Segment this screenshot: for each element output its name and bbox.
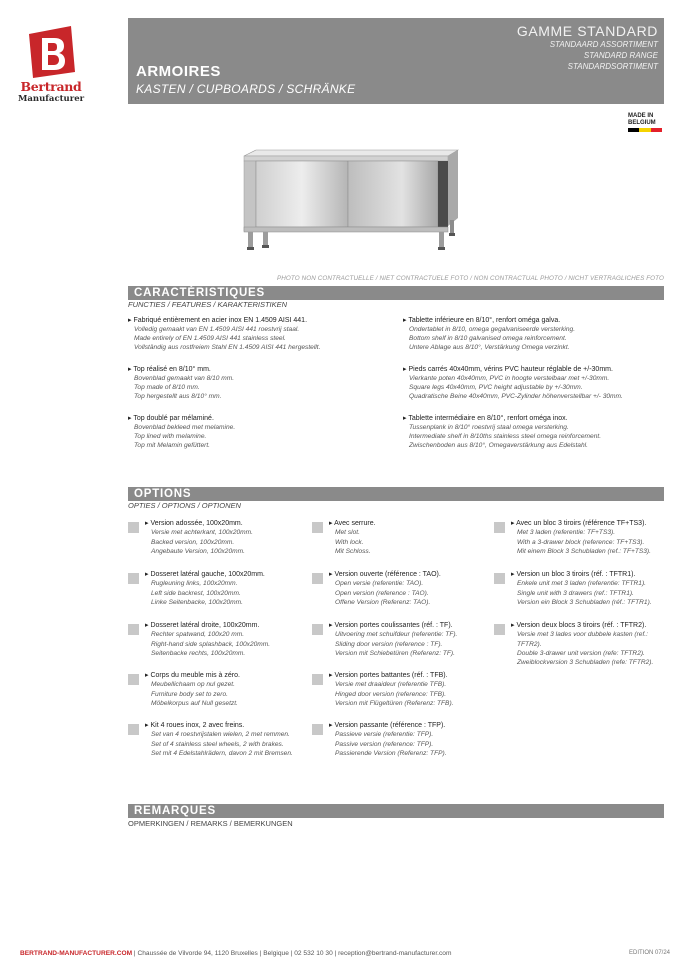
option-tr-nl: Set van 4 roestvrijstalen wielen, 2 met remmen. bbox=[151, 731, 290, 739]
feature-item: ▸ Fabriqué entièrement en acier inox EN 1.4509 AISI 441. Volledig gemaakt van EN 1.4509 AISI 441 roestvrij staal. Made entirely of EN 1.4509 AISI 441 stainless steel. Vollständig aus rostfreiem Stahl EN 1.4509 AISI 441 hergestellt. bbox=[128, 316, 398, 352]
feature-item: ▸ Top réalisé en 8/10° mm. Bovenblad gemaakt van 8/10 mm. Top made of 8/10 mm. Top hergestellt aus 8/10° mm. bbox=[128, 365, 398, 401]
option-tr-en: Single unit with 3 drawers (ref.: TFTR1). bbox=[517, 589, 634, 597]
feature-tr-de: Top mit Melamin gefüttert. bbox=[134, 442, 210, 449]
option-tr-de: Passierende Version (Referenz: TFP). bbox=[335, 749, 447, 757]
option-tr-de: Version mit Flügeltüren (Referenz: TFB). bbox=[335, 699, 454, 707]
feature-main: Tablette intermédiaire en 8/10°, renfort oméga inox. bbox=[408, 415, 568, 422]
feature-tr-nl: Volledig gemaakt van EN 1.4509 AISI 441 roestvrij staal. bbox=[134, 326, 300, 333]
option-tr-de: Zweiblockversion 3 Schubladen (refe: TFTR2). bbox=[517, 659, 654, 667]
option-tr-de: Seitenbacke rechts, 100x20mm. bbox=[151, 649, 246, 657]
photo-disclaimer: PHOTO NON CONTRACTUELLE / NIET CONTRACTUELE FOTO / NON CONTRACTUAL PHOTO / NICHT VERTRAGLICHES FOTO bbox=[276, 275, 664, 282]
option-tr-en: With a 3-drawer block (reference: TF+TS3). bbox=[517, 538, 645, 546]
option-tr-nl: Passieve versie (referentie: TFP). bbox=[335, 731, 434, 739]
feature-tr-de: Vollständig aus rostfreiem Stahl EN 1.4509 AISI 441 hergestellt. bbox=[134, 344, 321, 351]
option-tr-en: Set of 4 stainless steel wheels, 2 with brakes. bbox=[151, 740, 284, 748]
footer-contact: | Chaussée de Vilvorde 94, 1120 Bruxelles | Belgique | 02 532 10 30 | reception@bertrand-manufacturer.com bbox=[132, 950, 452, 957]
feature-tr-en: Top lined with melamine. bbox=[134, 433, 207, 440]
features-section-bar bbox=[128, 286, 664, 300]
feature-tr-de: Untere Ablage aus 8/10°, Verstärkung Omega verzinkt. bbox=[409, 344, 570, 351]
feature-main: Top doublé par mélaminé. bbox=[133, 415, 214, 422]
feature-item: ▸ Top doublé par mélaminé. Bovenblad bekleed met melamine. Top lined with melamine. Top mit Melamin gefüttert. bbox=[128, 414, 398, 450]
remarks-title: REMARQUES bbox=[134, 805, 216, 817]
brand-name: Bertrand bbox=[20, 79, 82, 94]
feature-tr-en: Intermediate shelf in 8/10ths stainless steel omega reinforcement. bbox=[409, 433, 602, 440]
brand-subtitle: Manufacturer bbox=[18, 94, 85, 104]
feature-tr-de: Zwischenboden aus 8/10°, Omegaverstärkung aus Edelstahl. bbox=[409, 442, 588, 449]
belgium-label: BELGIUM bbox=[628, 120, 656, 126]
option-tr-de: Offene Version (Referenz: TAO). bbox=[335, 598, 431, 606]
feature-tr-nl: Bovenblad bekleed met melamine. bbox=[134, 424, 236, 431]
options-title: OPTIONS bbox=[134, 488, 192, 500]
option-tr-nl: Versie met achterkant, 100x20mm. bbox=[151, 529, 254, 537]
option-checkbox[interactable] bbox=[494, 624, 505, 635]
option-tr-nl: Met slot. bbox=[335, 529, 360, 537]
option-main: Version ouverte (référence : TAO). bbox=[334, 571, 441, 578]
option-tr-de: Set mit 4 Edelstahlrädern, davon 2 mit Bremsen. bbox=[151, 749, 293, 757]
option-main: Avec un bloc 3 tiroirs (référence TF+TS3). bbox=[516, 520, 647, 527]
option-tr-en: Right-hand side splashback, 100x20mm. bbox=[151, 640, 271, 648]
range-title: GAMME STANDARD bbox=[516, 23, 658, 39]
option-tr-nl: Versie met draaideur (referentie TFB). bbox=[335, 681, 447, 689]
range-translation-nl: STANDAARD ASSORTIMENT bbox=[549, 40, 658, 49]
options-subtitle: OPTIES / OPTIONS / OPTIONEN bbox=[128, 501, 241, 510]
website-link[interactable]: BERTRAND-MANUFACTURER.COM bbox=[20, 950, 133, 957]
remarks-section-bar bbox=[128, 804, 664, 818]
features-subtitle: FUNCTIES / FEATURES / KARAKTERISTIKEN bbox=[128, 300, 288, 309]
feature-tr-en: Top made of 8/10 mm. bbox=[134, 384, 200, 391]
option-tr-en: Double 3-drawer unit version (refe: TFTR2). bbox=[517, 649, 645, 657]
option-checkbox[interactable] bbox=[312, 674, 323, 685]
option-checkbox[interactable] bbox=[312, 724, 323, 735]
range-translation-de: STANDARDSORTIMENT bbox=[567, 62, 658, 71]
feature-tr-en: Square legs 40x40mm, PVC height adjustable by +/-30mm. bbox=[409, 384, 583, 391]
option-checkbox[interactable] bbox=[128, 724, 139, 735]
feature-item: ▸ Pieds carrés 40x40mm, vérins PVC hauteur réglable de +/-30mm. Vierkante poten 40x40mm, PVC in hoogte verstelbaar met +/-30mm. Square legs 40x40mm, PVC height adjustable by +/-30mm. Quadratische Beine 40x40mm, PVC-Zylinder höhenverstellbar +/- 30mm. bbox=[403, 365, 673, 401]
option-tr-en: Hinged door version (reference: TFB). bbox=[335, 690, 447, 698]
option-checkbox[interactable] bbox=[494, 573, 505, 584]
option-tr-en: Sliding door version (reference : TF). bbox=[335, 640, 443, 648]
option-main: Version portes coulissantes (réf. : TF). bbox=[334, 622, 453, 629]
feature-tr-en: Bottom shelf in 8/10 galvanised omega reinforcement. bbox=[409, 335, 567, 342]
option-tr-nl: Meubellichaam op nul gezet. bbox=[151, 681, 235, 689]
option-main: Version un bloc 3 tiroirs (réf. : TFTR1). bbox=[516, 571, 636, 578]
page-footer bbox=[20, 950, 670, 957]
option-main: Version portes battantes (réf. : TFB). bbox=[334, 672, 448, 679]
option-main: Version passante (référence : TFP). bbox=[334, 722, 446, 729]
features-title: CARACTÉRISTIQUES bbox=[134, 287, 266, 299]
header-banner bbox=[128, 18, 664, 104]
feature-tr-de: Quadratische Beine 40x40mm, PVC-Zylinder höhenverstellbar +/- 30mm. bbox=[409, 393, 623, 400]
option-tr-de: Linke Seitenbacke, 100x20mm. bbox=[151, 598, 244, 606]
option-tr-de: Version mit Schiebetüren (Referenz: TF). bbox=[335, 649, 455, 657]
option-checkbox[interactable] bbox=[128, 674, 139, 685]
option-tr-de: Mit einem Block 3 Schubladen (ref.: TF+TS3). bbox=[517, 547, 651, 555]
feature-main: Top réalisé en 8/10° mm. bbox=[133, 366, 211, 373]
brand-logo bbox=[18, 24, 84, 106]
option-checkbox[interactable] bbox=[128, 522, 139, 533]
range-translation-en: STANDARD RANGE bbox=[583, 51, 658, 60]
belgium-flag-icon bbox=[628, 128, 662, 132]
option-tr-de: Möbelkorpus auf Null gesetzt. bbox=[151, 699, 238, 707]
page-title: ARMOIRES bbox=[136, 63, 221, 80]
feature-tr-nl: Tussenplank in 8/10° roestvrij staal omega versterking. bbox=[409, 424, 569, 431]
option-checkbox[interactable] bbox=[128, 573, 139, 584]
option-tr-en: Furniture body set to zero. bbox=[151, 690, 228, 698]
option-main: Dosseret latéral droite, 100x20mm. bbox=[150, 622, 260, 629]
option-tr-en: Backed version, 100x20mm. bbox=[151, 538, 235, 546]
feature-item: ▸ Tablette intermédiaire en 8/10°, renfort oméga inox. Tussenplank in 8/10° roestvrij staal omega versterking. Intermediate shelf in 8/10ths stainless steel omega reinforcement. Zwischenboden aus 8/10°, Omegaverstärkung aus Edelstahl. bbox=[403, 414, 673, 450]
option-tr-de: Version ein Block 3 Schubladen (réf.: TFTR1). bbox=[517, 598, 652, 606]
option-checkbox[interactable] bbox=[312, 522, 323, 533]
remarks-subtitle: OPMERKINGEN / REMARKS / BEMERKUNGEN bbox=[128, 819, 293, 828]
option-tr-de: Mit Schloss. bbox=[335, 547, 371, 555]
option-checkbox[interactable] bbox=[494, 522, 505, 533]
option-main: Version deux blocs 3 tiroirs (réf. : TFTR2). bbox=[516, 622, 647, 629]
feature-main: Pieds carrés 40x40mm, vérins PVC hauteur réglable de +/-30mm. bbox=[408, 366, 613, 373]
options-section-bar bbox=[128, 487, 664, 501]
option-checkbox[interactable] bbox=[128, 624, 139, 635]
feature-tr-nl: Ondertablet in 8/10, omega gegalvaniseerde versterking. bbox=[409, 326, 576, 333]
option-tr-nl: Open versie (referentie: TAO). bbox=[335, 580, 424, 588]
option-checkbox[interactable] bbox=[312, 573, 323, 584]
edition-label: EDITION 07/24 bbox=[628, 950, 670, 956]
feature-tr-de: Top hergestellt aus 8/10° mm. bbox=[134, 393, 222, 400]
feature-tr-nl: Bovenblad gemaakt van 8/10 mm. bbox=[134, 375, 235, 382]
option-tr-de: Angebaute Version, 100x20mm. bbox=[151, 547, 245, 555]
option-checkbox[interactable] bbox=[312, 624, 323, 635]
option-main: Dosseret latéral gauche, 100x20mm. bbox=[150, 571, 265, 578]
made-in-label: MADE IN bbox=[628, 113, 654, 119]
option-main: Version adossée, 100x20mm. bbox=[150, 520, 243, 527]
made-in-belgium-badge bbox=[628, 113, 662, 132]
feature-tr-nl: Vierkante poten 40x40mm, PVC in hoogte verstelbaar met +/-30mm. bbox=[409, 375, 610, 382]
option-main: Corps du meuble mis à zéro. bbox=[150, 672, 240, 679]
option-tr-nl: Enkele unit met 3 laden (referentie: TFTR1). bbox=[517, 580, 646, 588]
page-subtitle: KASTEN / CUPBOARDS / SCHRÄNKE bbox=[136, 82, 356, 96]
cupboard-product-image bbox=[236, 146, 462, 254]
range-block bbox=[517, 23, 658, 72]
feature-tr-en: Made entirely of EN 1.4509 AISI 441 stainless steel. bbox=[134, 335, 286, 342]
option-main: Kit 4 roues inox, 2 avec freins. bbox=[150, 722, 245, 729]
option-tr-nl: Versie met 3 lades voor dubbele kasten (ref.: TFTR2). bbox=[517, 631, 648, 648]
option-main: Avec serrure. bbox=[334, 520, 376, 527]
option-tr-nl: Rugleuning links, 100x20mm. bbox=[151, 580, 238, 588]
feature-main: Fabriqué entièrement en acier inox EN 1.4509 AISI 441. bbox=[133, 317, 308, 324]
option-tr-nl: Met 3 laden (referentie: TF+TS3). bbox=[517, 529, 616, 537]
option-tr-en: With lock. bbox=[335, 538, 364, 546]
logo-b-mark bbox=[23, 24, 79, 80]
option-tr-en: Left side backrest, 100x20mm. bbox=[151, 589, 241, 597]
option-tr-nl: Rechter spatwand, 100x20 mm. bbox=[151, 631, 245, 639]
option-tr-en: Open version (reference : TAO). bbox=[335, 589, 429, 597]
feature-main: Tablette inférieure en 8/10°, renfort oméga galva. bbox=[408, 317, 561, 324]
option-tr-nl: Uitvoering met schuifdeur (referentie: TF). bbox=[335, 631, 458, 639]
feature-item: ▸ Tablette inférieure en 8/10°, renfort oméga galva. Ondertablet in 8/10, omega gegalvaniseerde versterking. Bottom shelf in 8/10 galvanised omega reinforcement. Untere Ablage aus 8/10°, Verstärkung Omega verzinkt. bbox=[403, 316, 673, 352]
option-tr-en: Passive version (reference: TFP). bbox=[335, 740, 434, 748]
